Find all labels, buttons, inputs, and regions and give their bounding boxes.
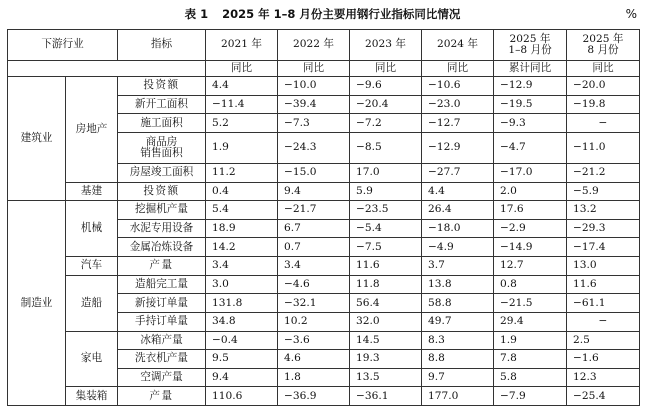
value-cell: 34.8: [206, 312, 278, 331]
value-cell: 4.6: [278, 350, 350, 369]
indicator-cell: 施工面积: [118, 114, 206, 133]
header-subrow: [8, 61, 640, 77]
header-sub: 同比: [278, 61, 350, 77]
value-cell: 19.3: [350, 350, 422, 369]
header-sub: 累计同比: [494, 61, 567, 77]
value-cell: −32.1: [278, 294, 350, 313]
header-col-2024: 2024 年: [422, 30, 494, 61]
header-sub: 同比: [567, 61, 640, 77]
value-cell: −7.3: [278, 114, 350, 133]
value-cell: 1.9: [206, 132, 278, 163]
value-cell: −7.9: [494, 387, 567, 406]
value-cell: 5.4: [206, 201, 278, 220]
sub-cell: 汽车: [66, 257, 118, 276]
value-cell: −24.3: [278, 132, 350, 163]
value-cell: 7.8: [494, 350, 567, 369]
value-cell: −29.3: [567, 219, 640, 238]
sub-cell: 基建: [66, 182, 118, 201]
table-row: [8, 275, 640, 294]
value-cell: −18.0: [422, 219, 494, 238]
value-cell: −23.5: [350, 201, 422, 220]
value-cell: 13.8: [422, 275, 494, 294]
value-cell: −4.7: [494, 132, 567, 163]
value-cell: 10.2: [278, 312, 350, 331]
value-cell: 4.4: [422, 182, 494, 201]
value-cell: 3.4: [206, 257, 278, 276]
indicator-cell: 新接订单量: [118, 294, 206, 313]
value-cell: 12.7: [494, 257, 567, 276]
value-cell: 11.8: [350, 275, 422, 294]
value-cell: 11.6: [350, 257, 422, 276]
header-col-2025-ytd: 2025 年 1–8 月份: [494, 30, 567, 61]
value-cell: 4.4: [206, 77, 278, 96]
value-cell: −1.6: [567, 350, 640, 369]
table-caption: 2025 年 1–8 月份主要用钢行业指标同比情况: [222, 7, 461, 21]
indicator-cell: 产量: [118, 387, 206, 406]
value-cell: 58.8: [422, 294, 494, 313]
value-cell: 11.6: [567, 275, 640, 294]
value-cell: −5.4: [350, 219, 422, 238]
value-cell: −61.1: [567, 294, 640, 313]
value-cell: −14.9: [494, 238, 567, 257]
value-cell: −12.9: [494, 77, 567, 96]
sub-cell: 机械: [66, 201, 118, 257]
value-cell: −2.9: [494, 219, 567, 238]
value-cell: 3.7: [422, 257, 494, 276]
value-cell: 9.7: [422, 368, 494, 387]
value-cell: −25.4: [567, 387, 640, 406]
value-cell: 26.4: [422, 201, 494, 220]
value-cell: 56.4: [350, 294, 422, 313]
header-col-2025-aug: 2025 年 8 月份: [567, 30, 640, 61]
indicator-cell: 造船完工量: [118, 275, 206, 294]
value-cell: 1.8: [278, 368, 350, 387]
header-col-2023: 2023 年: [350, 30, 422, 61]
value-cell: 9.4: [206, 368, 278, 387]
value-cell: −10.6: [422, 77, 494, 96]
indicator-cell: 金属冶炼设备: [118, 238, 206, 257]
value-cell: −19.5: [494, 95, 567, 114]
value-cell: 3.4: [278, 257, 350, 276]
value-cell: −20.0: [567, 77, 640, 96]
value-cell: 110.6: [206, 387, 278, 406]
value-cell: 8.8: [422, 350, 494, 369]
value-cell: 13.5: [350, 368, 422, 387]
value-cell: 1.9: [494, 331, 567, 350]
value-cell: −7.5: [350, 238, 422, 257]
value-cell: −4.9: [422, 238, 494, 257]
value-cell: 0.8: [494, 275, 567, 294]
value-cell: 13.2: [567, 201, 640, 220]
value-cell: −7.2: [350, 114, 422, 133]
value-cell: 8.3: [422, 331, 494, 350]
sub-cell: 家电: [66, 331, 118, 387]
indicator-cell: 产量: [118, 257, 206, 276]
value-cell: −20.4: [350, 95, 422, 114]
value-cell: 6.7: [278, 219, 350, 238]
header-indicator: 指标: [118, 30, 206, 61]
table-row: [8, 387, 640, 406]
value-cell: 2.5: [567, 331, 640, 350]
value-cell: −4.6: [278, 275, 350, 294]
value-cell: 29.4: [494, 312, 567, 331]
steel-indicator-table: [7, 29, 640, 406]
value-cell: −27.7: [422, 163, 494, 182]
value-cell: 12.3: [567, 368, 640, 387]
sub-cell: 造船: [66, 275, 118, 331]
value-cell: −11.4: [206, 95, 278, 114]
value-cell: −8.5: [350, 132, 422, 163]
indicator-cell: 空调产量: [118, 368, 206, 387]
value-cell: 18.9: [206, 219, 278, 238]
header-col-2021: 2021 年: [206, 30, 278, 61]
group-cell: 制造业: [8, 201, 66, 406]
header-col-2022: 2022 年: [278, 30, 350, 61]
indicator-cell: 冰箱产量: [118, 331, 206, 350]
value-cell: −10.0: [278, 77, 350, 96]
value-cell: 0.7: [278, 238, 350, 257]
value-cell: −15.0: [278, 163, 350, 182]
value-cell: −36.1: [350, 387, 422, 406]
value-cell: −39.4: [278, 95, 350, 114]
value-cell: 49.7: [422, 312, 494, 331]
value-cell: −23.0: [422, 95, 494, 114]
value-cell: 3.0: [206, 275, 278, 294]
indicator-cell: 投资额: [118, 77, 206, 96]
table-row: [8, 182, 640, 201]
value-cell: −9.3: [494, 114, 567, 133]
value-cell: −17.0: [494, 163, 567, 182]
indicator-cell: 新开工面积: [118, 95, 206, 114]
indicator-cell: 商品房 销售面积: [118, 132, 206, 163]
table-row: [8, 331, 640, 350]
value-cell: −12.9: [422, 132, 494, 163]
value-cell: 9.4: [278, 182, 350, 201]
value-cell: 17.0: [350, 163, 422, 182]
value-cell: −21.2: [567, 163, 640, 182]
header-sub: 同比: [206, 61, 278, 77]
value-cell: −: [567, 312, 640, 331]
header-sub: 同比: [350, 61, 422, 77]
value-cell: −0.4: [206, 331, 278, 350]
header-sub: 同比: [422, 61, 494, 77]
sub-cell: 房地产: [66, 77, 118, 183]
header-sub-empty: [8, 61, 206, 77]
table-row: [8, 201, 640, 220]
value-cell: 177.0: [422, 387, 494, 406]
group-cell: 建筑业: [8, 77, 66, 201]
value-cell: −19.8: [567, 95, 640, 114]
unit-label: %: [625, 7, 637, 21]
indicator-cell: 投资额: [118, 182, 206, 201]
sub-cell: 集装箱: [66, 387, 118, 406]
value-cell: 5.8: [494, 368, 567, 387]
value-cell: −: [567, 114, 640, 133]
value-cell: 14.2: [206, 238, 278, 257]
indicator-cell: 水泥专用设备: [118, 219, 206, 238]
value-cell: −21.5: [494, 294, 567, 313]
value-cell: 13.0: [567, 257, 640, 276]
table-label: 表 1: [184, 7, 209, 21]
value-cell: −5.9: [567, 182, 640, 201]
value-cell: −21.7: [278, 201, 350, 220]
header-sector: 下游行业: [8, 30, 118, 61]
header-row: [8, 30, 640, 61]
value-cell: 2.0: [494, 182, 567, 201]
value-cell: 32.0: [350, 312, 422, 331]
value-cell: −9.6: [350, 77, 422, 96]
value-cell: 9.5: [206, 350, 278, 369]
value-cell: 131.8: [206, 294, 278, 313]
indicator-cell: 洗衣机产量: [118, 350, 206, 369]
value-cell: 0.4: [206, 182, 278, 201]
value-cell: −12.7: [422, 114, 494, 133]
value-cell: 14.5: [350, 331, 422, 350]
indicator-cell: 挖掘机产量: [118, 201, 206, 220]
indicator-cell: 手持订单量: [118, 312, 206, 331]
table-row: [8, 257, 640, 276]
value-cell: 5.2: [206, 114, 278, 133]
value-cell: −3.6: [278, 331, 350, 350]
table-row: [8, 77, 640, 96]
value-cell: 11.2: [206, 163, 278, 182]
value-cell: −11.0: [567, 132, 640, 163]
indicator-cell: 房屋竣工面积: [118, 163, 206, 182]
value-cell: 5.9: [350, 182, 422, 201]
table-title: [0, 6, 645, 22]
value-cell: −36.9: [278, 387, 350, 406]
value-cell: 17.6: [494, 201, 567, 220]
value-cell: −17.4: [567, 238, 640, 257]
